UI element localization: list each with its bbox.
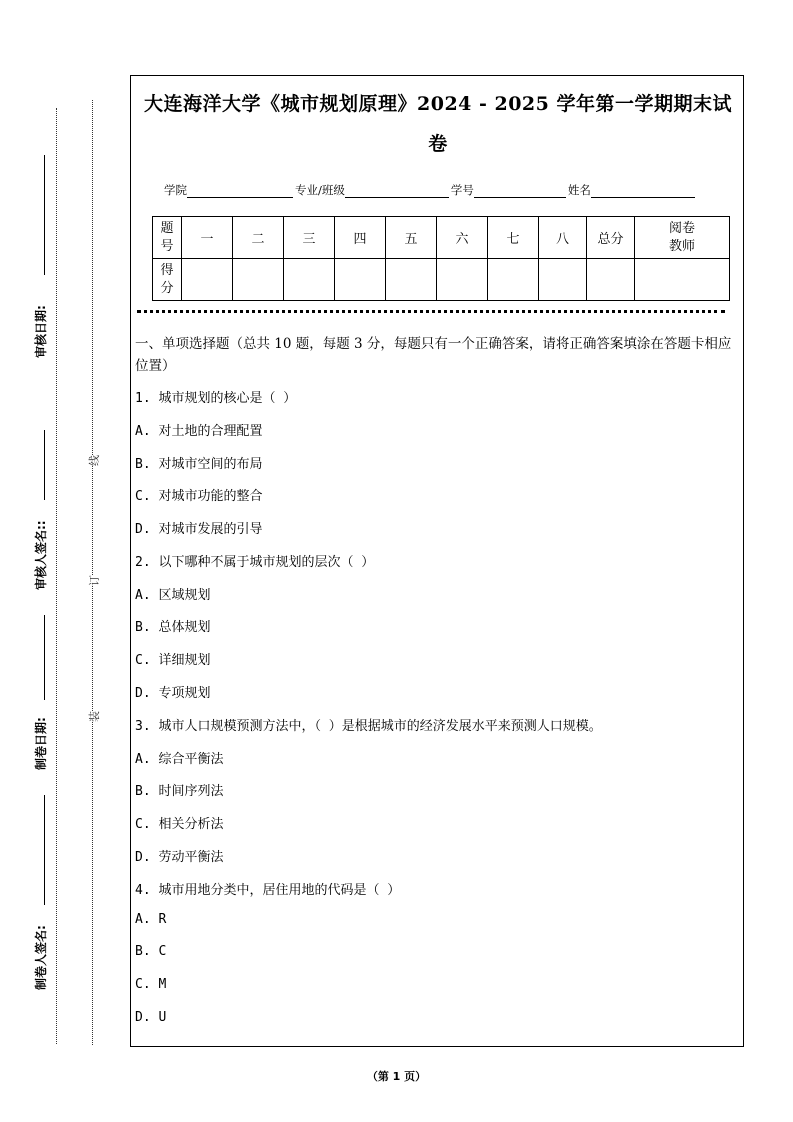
option-b: B. 总体规划: [135, 620, 211, 635]
option-d: D. 对城市发展的引导: [135, 522, 263, 537]
score-col-header: 一: [182, 217, 233, 259]
binding-dotted-line-outer: [56, 108, 57, 1044]
reviewer-date-label: 审核日期:: [34, 305, 48, 358]
maker-date-label: 制卷日期:: [34, 717, 48, 770]
option-c: C. M: [135, 977, 167, 992]
option-c: C. 对城市功能的整合: [135, 489, 263, 504]
binding-bind-char: 装: [88, 711, 101, 722]
score-col-header: 四: [335, 217, 386, 259]
reviewer-signature-blank: [44, 430, 45, 500]
question-stem: 3. 城市人口规模预测方法中，（ ）是根据城市的经济发展水平来预测人口规模。: [135, 719, 602, 734]
student-id-label: 学号: [450, 183, 474, 197]
grader-cell[interactable]: [635, 259, 730, 301]
student-id-blank[interactable]: [474, 185, 566, 198]
question-stem: 1. 城市规划的核心是（ ）: [135, 391, 297, 406]
major-blank[interactable]: [345, 185, 449, 198]
student-info-row: [164, 182, 697, 198]
maker-date-blank: [44, 615, 45, 700]
college-label: 学院: [164, 183, 187, 197]
exam-title-line1: 大连海洋大学《城市规划原理》2024 - 2025 学年第一学期期末试: [144, 93, 732, 115]
score-cell[interactable]: [335, 259, 386, 301]
exam-frame: [130, 75, 744, 1047]
option-d: D. 专项规划: [135, 686, 211, 701]
binding-dotted-line-inner: [92, 100, 93, 1045]
maker-signature-label: 制卷人签名:: [34, 925, 48, 990]
name-blank[interactable]: [591, 185, 695, 198]
score-table: [152, 216, 730, 301]
option-a: A. 对土地的合理配置: [135, 424, 263, 439]
score-table-row-head: 题号: [153, 217, 182, 259]
major-label: 专业/班级: [295, 183, 345, 197]
score-col-header: 八: [539, 217, 587, 259]
score-col-header: 三: [284, 217, 335, 259]
option-d: D. 劳动平衡法: [135, 850, 224, 865]
section1-heading: 一、单项选择题（总共 10 题，每题 3 分，每题只有一个正确答案，请将正确答案填涂在答题卡相应位置）: [135, 336, 732, 374]
binding-order-char: 订: [88, 575, 101, 586]
total-score-header: 总分: [587, 217, 635, 259]
option-a: A. R: [135, 912, 167, 927]
question-stem: 2. 以下哪种不属于城市规划的层次（ ）: [135, 555, 375, 570]
reviewer-date-blank: [44, 155, 45, 275]
binding-line-char: 线: [88, 455, 101, 466]
score-col-header: 五: [386, 217, 437, 259]
score-table-row-head: 得分: [153, 259, 182, 301]
section-separator: [137, 310, 725, 313]
question-stem: 4. 城市用地分类中，居住用地的代码是（ ）: [135, 883, 401, 898]
total-score-cell[interactable]: [587, 259, 635, 301]
option-b: B. 对城市空间的布局: [135, 457, 263, 472]
grader-header: 阅卷教师: [635, 217, 730, 259]
option-b: B. 时间序列法: [135, 784, 224, 799]
exam-title-line2: 卷: [428, 133, 448, 155]
option-c: C. 详细规划: [135, 653, 211, 668]
score-cell[interactable]: [284, 259, 335, 301]
score-cell[interactable]: [488, 259, 539, 301]
page-number: （第 1 页）: [366, 1070, 427, 1083]
score-cell[interactable]: [386, 259, 437, 301]
score-cell[interactable]: [182, 259, 233, 301]
score-col-header: 七: [488, 217, 539, 259]
option-a: A. 区域规划: [135, 588, 211, 603]
name-label: 姓名: [567, 183, 591, 197]
maker-signature-blank: [44, 795, 45, 905]
college-blank[interactable]: [187, 185, 293, 198]
option-d: D. U: [135, 1010, 167, 1025]
option-b: B. C: [135, 944, 167, 959]
score-col-header: 二: [233, 217, 284, 259]
score-cell[interactable]: [233, 259, 284, 301]
option-a: A. 综合平衡法: [135, 752, 224, 767]
option-c: C. 相关分析法: [135, 817, 224, 832]
score-col-header: 六: [437, 217, 488, 259]
score-cell[interactable]: [437, 259, 488, 301]
reviewer-signature-label: 审核人签名::: [34, 520, 48, 590]
score-cell[interactable]: [539, 259, 587, 301]
